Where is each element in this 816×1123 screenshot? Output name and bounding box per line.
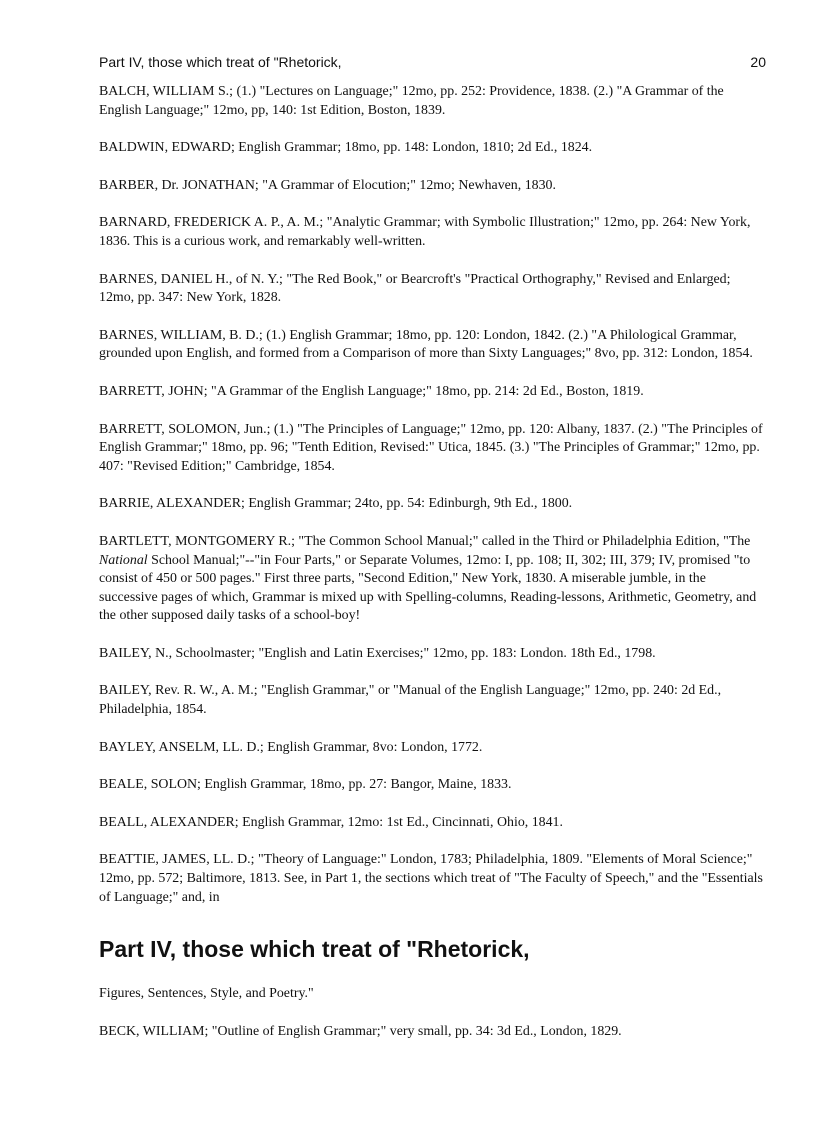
bibliography-entry-barrett-john: BARRETT, JOHN; "A Grammar of the English Language;" 18mo, pp. 214: 2d Ed., Boston, 1819. <box>99 383 644 399</box>
bartlett-text-before: BARTLETT, MONTGOMERY R.; "The Common School Manual;" called in the Third or Philadelphia Edition, "The <box>99 533 751 549</box>
bibliography-entry-barnes-daniel: BARNES, DANIEL H., of N. Y.; "The Red Book," or Bearcroft's "Practical Orthography," Revised and Enlarged; 12mo, pp. 347: New York, 1828. <box>99 271 731 306</box>
bibliography-entry-beale: BEALE, SOLON; English Grammar, 18mo, pp. 27: Bangor, Maine, 1833. <box>99 777 512 793</box>
bibliography-entry-barrie: BARRIE, ALEXANDER; English Grammar; 24to, pp. 54: Edinburgh, 9th Ed., 1800. <box>99 496 573 512</box>
section-heading: Part IV, those which treat of "Rhetorick, <box>99 936 530 963</box>
document-body <box>99 83 766 1060</box>
bibliography-entry-balch: BALCH, WILLIAM S.; (1.) "Lectures on Language;" 12mo, pp. 252: Providence, 1838. (2.) "A Grammar of the English Language;" 12mo, pp, 140: 1st Edition, Boston, 1839. <box>99 84 724 118</box>
bibliography-entry-bailey-n: BAILEY, N., Schoolmaster; "English and Latin Exercises;" 12mo, pp. 183: London. 18th Ed., 1798. <box>99 645 656 661</box>
page-number: 20 <box>750 54 766 70</box>
bibliography-entry-barber: BARBER, Dr. JONATHAN; "A Grammar of Elocution;" 12mo; Newhaven, 1830. <box>99 177 556 193</box>
bibliography-entry-bartlett <box>99 533 766 626</box>
bibliography-entry-beall: BEALL, ALEXANDER; English Grammar, 12mo: 1st Ed., Cincinnati, Ohio, 1841. <box>99 814 563 830</box>
running-header <box>99 52 766 72</box>
bibliography-entry-barnes-william: BARNES, WILLIAM, B. D.; (1.) English Grammar; 18mo, pp. 120: London, 1842. (2.) "A Philological Grammar, grounded upon English, and formed from a Comparison of more than Sixty Languages;" 8vo, pp. 312: London, 1854. <box>99 327 753 362</box>
bartlett-text-after: School Manual;"--"in Four Parts," or Separate Volumes, 12mo: I, pp. 108; II, 302; III, 379; IV, promised "to consist of 450 or 500 pages." First three parts, "Second Edition," New York, 1830. A miserable jumble, in the successive pages of which, Grammar is mixed up with Spelling-columns, Reading-lessons, Arithmetic, Geometry, and the other supposed daily tasks of a school-boy! <box>99 552 757 624</box>
bibliography-entry-barnard: BARNARD, FREDERICK A. P., A. M.; "Analytic Grammar; with Symbolic Illustration;" 12mo, pp. 264: New York, 1836. This is a curious work, and remarkably well-written. <box>99 215 751 249</box>
bibliography-entry-barrett-solomon: BARRETT, SOLOMON, Jun.; (1.) "The Principles of Language;" 12mo, pp. 120: Albany, 1837. (2.) "The Principles of English Grammar;" 18mo, pp. 96; "Tenth Edition, Revised:" Utica, 1845. (3.) "The Principles of Grammar;" 12mo, pp. 407: "Revised Edition;" Cambridge, 1854. <box>99 421 763 474</box>
bibliography-entry-beck: BECK, WILLIAM; "Outline of English Grammar;" very small, pp. 34: 3d Ed., London, 1829. <box>99 1023 622 1039</box>
running-header-title: Part IV, those which treat of "Rhetorick, <box>99 54 342 70</box>
bartlett-italic-national: National <box>99 552 148 568</box>
bibliography-entry-bayley: BAYLEY, ANSELM, LL. D.; English Grammar, 8vo: London, 1772. <box>99 739 483 755</box>
bibliography-entry-bailey-rw: BAILEY, Rev. R. W., A. M.; "English Grammar," or "Manual of the English Language;" 12mo, pp. 240: 2d Ed., Philadelphia, 1854. <box>99 683 722 718</box>
section-subtitle: Figures, Sentences, Style, and Poetry." <box>99 986 314 1002</box>
bibliography-entry-baldwin: BALDWIN, EDWARD; English Grammar; 18mo, pp. 148: London, 1810; 2d Ed., 1824. <box>99 140 593 156</box>
bibliography-entry-beattie: BEATTIE, JAMES, LL. D.; "Theory of Language:" London, 1783; Philadelphia, 1809. "Elements of Moral Science;" 12mo, pp. 572; Baltimore, 1813. See, in Part 1, the sections which treat of "The Faculty of Speech," and the "Essentials of Language;" and, in <box>99 852 763 905</box>
